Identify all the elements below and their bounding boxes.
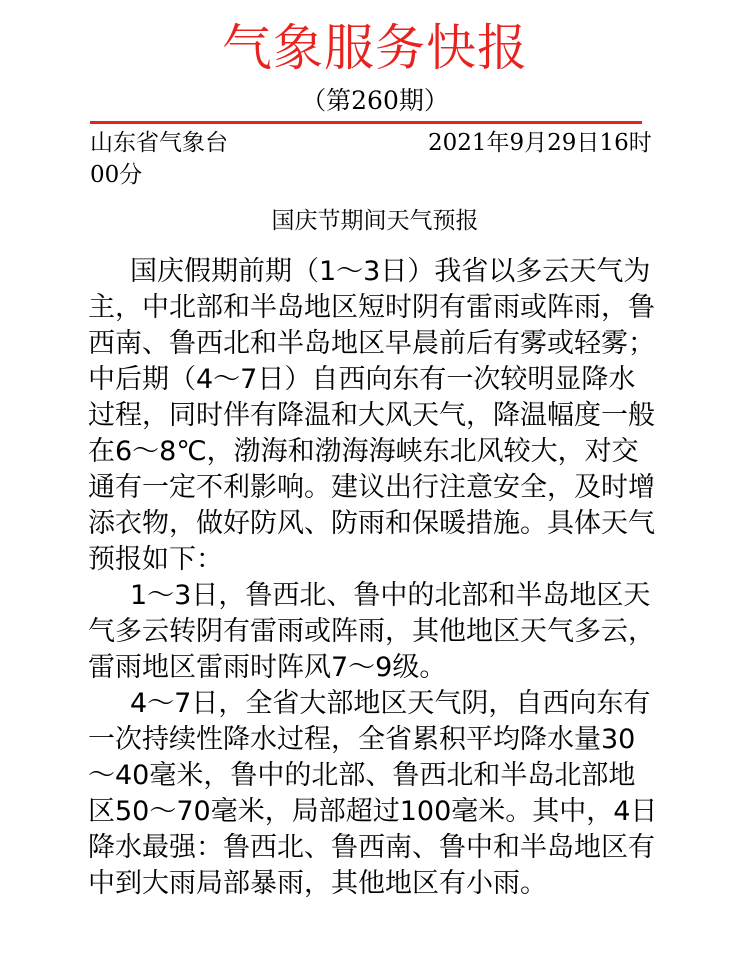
issuer-name: 山东省气象台 [90, 130, 228, 156]
paragraph-days-1-3: 1～3日，鲁西北、鲁中的北部和半岛地区天气多云转阴有雷雨或阵雨，其他地区天气多云，雷雨地区雷雨时阵风7～9级。 [88, 580, 655, 683]
paragraph-overview: 国庆假期前期（1～3日）我省以多云天气为主，中北部和半岛地区短时阴有雷雨或阵雨，鲁西南、鲁西北和半岛地区早晨前后有雾或轻雾；中后期（4～7日）自西向东有一次较明显降水过程，同时伴有降温和大风天气，降温幅度一般在6～8℃，渤海和渤海海峡东北风较大，对交通有一定不利影响。建议出行注意安全，及时增添衣物，做好防风、防雨和保暖措施。具体天气预报如下： [88, 256, 655, 575]
issue-number: （第260期） [301, 86, 449, 115]
bulletin-title: 国庆节期间天气预报 [271, 208, 479, 234]
paragraph-days-4-7: 4～7日，全省大部地区天气阴，自西向东有一次持续性降水过程，全省累积平均降水量30～40毫米，鲁中的北部、鲁西北和半岛北部地区50～70毫米，局部超过100毫米。其中，4日降水最强：鲁西北、鲁西南、鲁中和半岛地区有中到大雨局部暴雨，其他地区有小雨。 [88, 688, 658, 899]
header-divider [90, 121, 642, 124]
bulletin-body [88, 254, 660, 902]
issue-time: 2021年9月29日16时00分 [90, 130, 652, 188]
masthead-title: 气象服务快报 [222, 19, 528, 77]
